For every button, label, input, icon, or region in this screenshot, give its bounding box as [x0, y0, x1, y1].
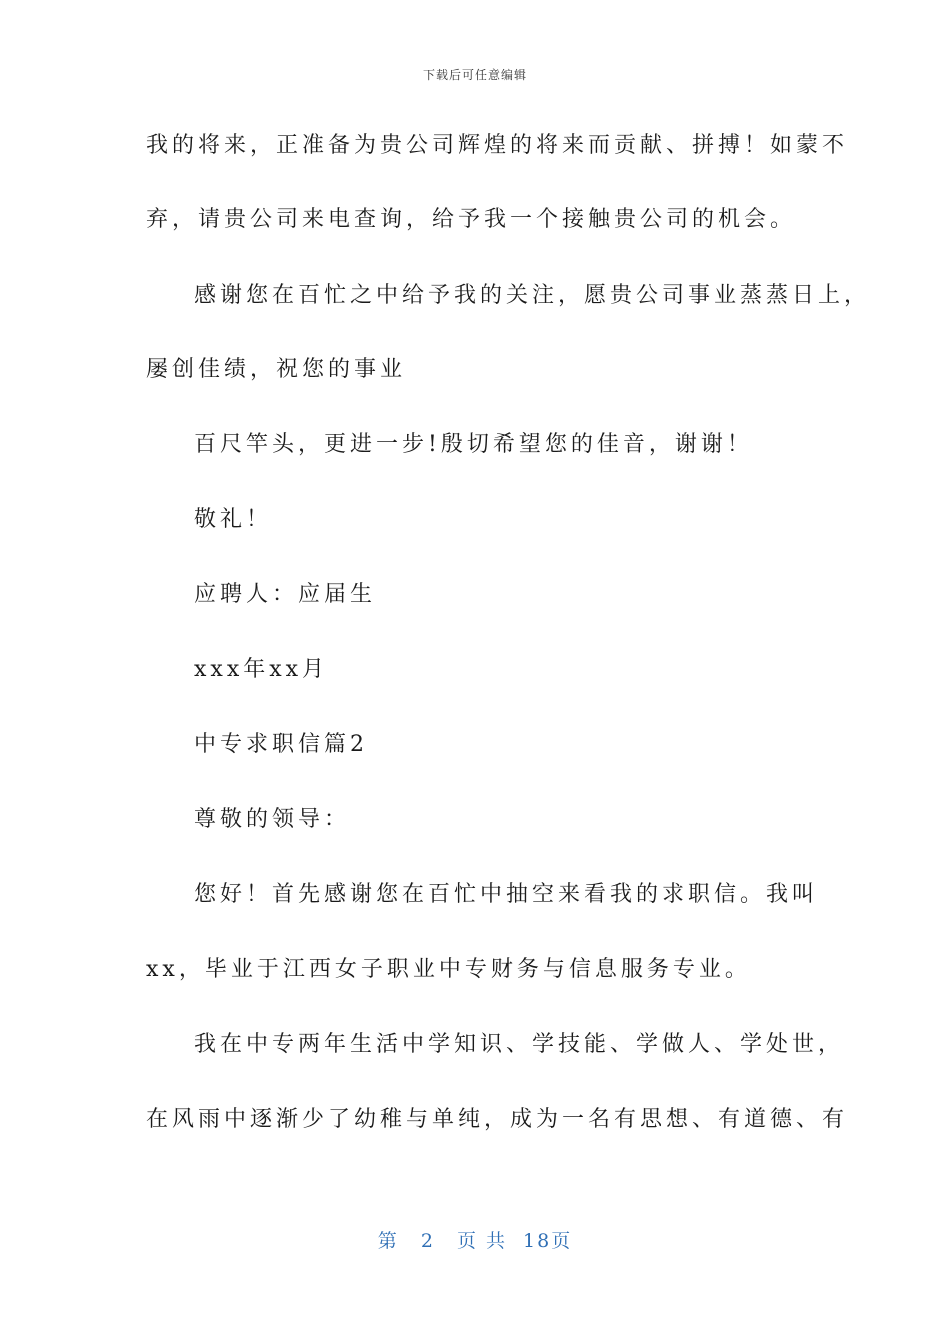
page-footer	[0, 1226, 950, 1253]
body-line: 您好！首先感谢您在百忙中抽空来看我的求职信。我叫	[194, 882, 819, 907]
body-line: 敬礼！	[194, 507, 273, 532]
footer-page-number: 2	[420, 1230, 435, 1252]
footer-middle: 页 共	[456, 1230, 507, 1252]
footer-total-pages: 18	[523, 1230, 552, 1252]
body-line: 弃，请贵公司来电查询，给予我一个接触贵公司的机会。	[146, 207, 797, 232]
body-line: 我的将来，正准备为贵公司辉煌的将来而贡献、拼搏！如蒙不	[146, 133, 849, 158]
body-line: 在风雨中逐渐少了幼稚与单纯，成为一名有思想、有道德、有	[146, 1107, 849, 1132]
footer-suffix: 页	[551, 1230, 573, 1252]
footer-prefix: 第	[377, 1230, 399, 1252]
body-line: 感谢您在百忙之中给予我的关注，愿贵公司事业蒸蒸日上，	[194, 283, 871, 308]
salutation: 尊敬的领导：	[194, 807, 351, 832]
body-line: xx，毕业于江西女子职业中专财务与信息服务专业。	[146, 957, 751, 982]
body-line: 我在中专两年生活中学知识、学技能、学做人、学处世，	[194, 1032, 845, 1057]
section-title: 中专求职信篇2	[194, 732, 368, 757]
page-header: 下载后可任意编辑	[422, 68, 527, 82]
body-line: xxx年xx月	[194, 657, 329, 682]
body-line: 百尺竿头，更进一步!殷切希望您的佳音，谢谢！	[194, 432, 753, 457]
body-line: 应聘人：应届生	[194, 582, 377, 607]
body-line: 屡创佳绩，祝您的事业	[146, 357, 407, 382]
